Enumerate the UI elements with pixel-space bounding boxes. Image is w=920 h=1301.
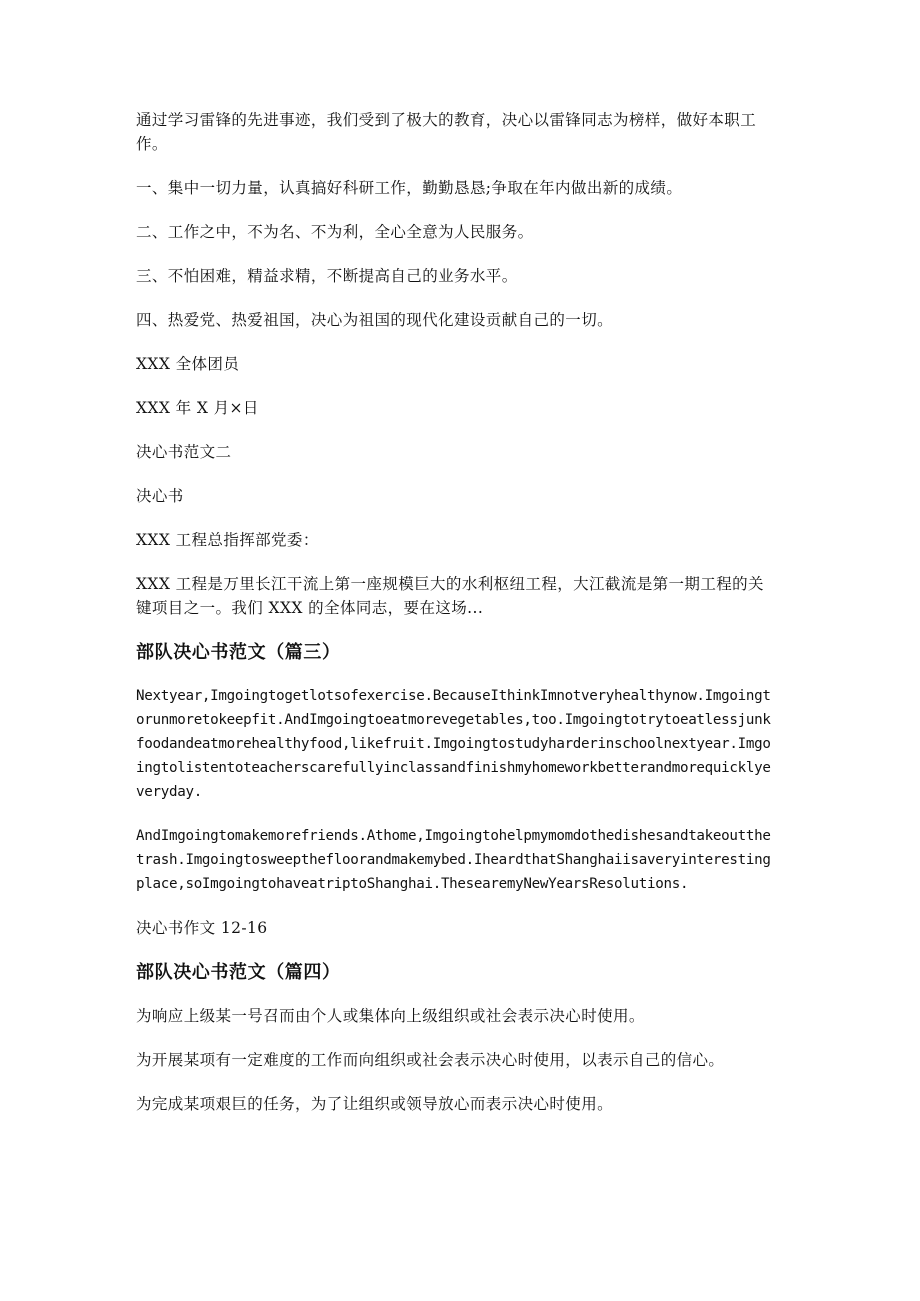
article-date-line: 决心书作文 12-16 bbox=[136, 919, 268, 937]
resolution-item-2: 二、工作之中，不为名、不为利，全心全意为人民服务。 bbox=[136, 223, 534, 241]
english-paragraph-2: AndImgoingtomakemorefriends.Athome,Imgoingtohelpmymomdothedishesandtakeoutthetrash.Imgoingtosweepthefloorandmakemybed.IheardthatShanghaiisaveryinterestingplace,soImgoingtohaveatriptoShanghai.ThesearemyNewYearsResolutions. bbox=[136, 828, 771, 892]
date-line: XXX 年 X 月×日 bbox=[136, 399, 259, 417]
section-heading-4: 部队决心书范文（篇四） bbox=[136, 962, 341, 983]
letter-body: XXX 工程是万里长江干流上第一座规模巨大的水利枢纽工程，大江截流是第一期工程的关键项目之一。我们 XXX 的全体同志，要在这场... bbox=[136, 575, 764, 617]
section-heading-3: 部队决心书范文（篇三） bbox=[136, 642, 341, 663]
letter-addressee: XXX 工程总指挥部党委： bbox=[136, 531, 319, 549]
sample-two-label: 决心书范文二 bbox=[136, 443, 232, 461]
usage-paragraph-1: 为响应上级某一号召而由个人或集体向上级组织或社会表示决心时使用。 bbox=[136, 1007, 645, 1025]
intro-paragraph: 通过学习雷锋的先进事迹，我们受到了极大的教育，决心以雷锋同志为榜样，做好本职工作。 bbox=[136, 111, 757, 153]
resolution-item-4: 四、热爱党、热爱祖国，决心为祖国的现代化建设贡献自己的一切。 bbox=[136, 311, 614, 329]
english-paragraph-1: Nextyear,Imgoingtogetlotsofexercise.BecauseIthinkImnotveryhealthynow.Imgoingtorunmoretokeepfit.AndImgoingtoeatmorevegetables,too.Imgoingtotrytoeatlessjunkfoodandeatmorehealthyfood,likefruit.Imgoingtostudyharderinschoolnextyear.Imgoingtolistentoteacherscarefullyinclassandfinishmyhomeworkbetterandmorequicklyeveryday. bbox=[136, 688, 771, 800]
usage-paragraph-3: 为完成某项艰巨的任务，为了让组织或领导放心而表示决心时使用。 bbox=[136, 1095, 614, 1113]
usage-paragraph-2: 为开展某项有一定难度的工作而向组织或社会表示决心时使用，以表示自己的信心。 bbox=[136, 1051, 725, 1069]
document-page bbox=[136, 108, 776, 1136]
resolution-item-3: 三、不怕困难，精益求精，不断提高自己的业务水平。 bbox=[136, 267, 518, 285]
resolution-item-1: 一、集中一切力量，认真搞好科研工作，勤勤恳恳;争取在年内做出新的成绩。 bbox=[136, 179, 683, 197]
signature-line: XXX 全体团员 bbox=[136, 355, 240, 373]
letter-title: 决心书 bbox=[136, 487, 184, 505]
